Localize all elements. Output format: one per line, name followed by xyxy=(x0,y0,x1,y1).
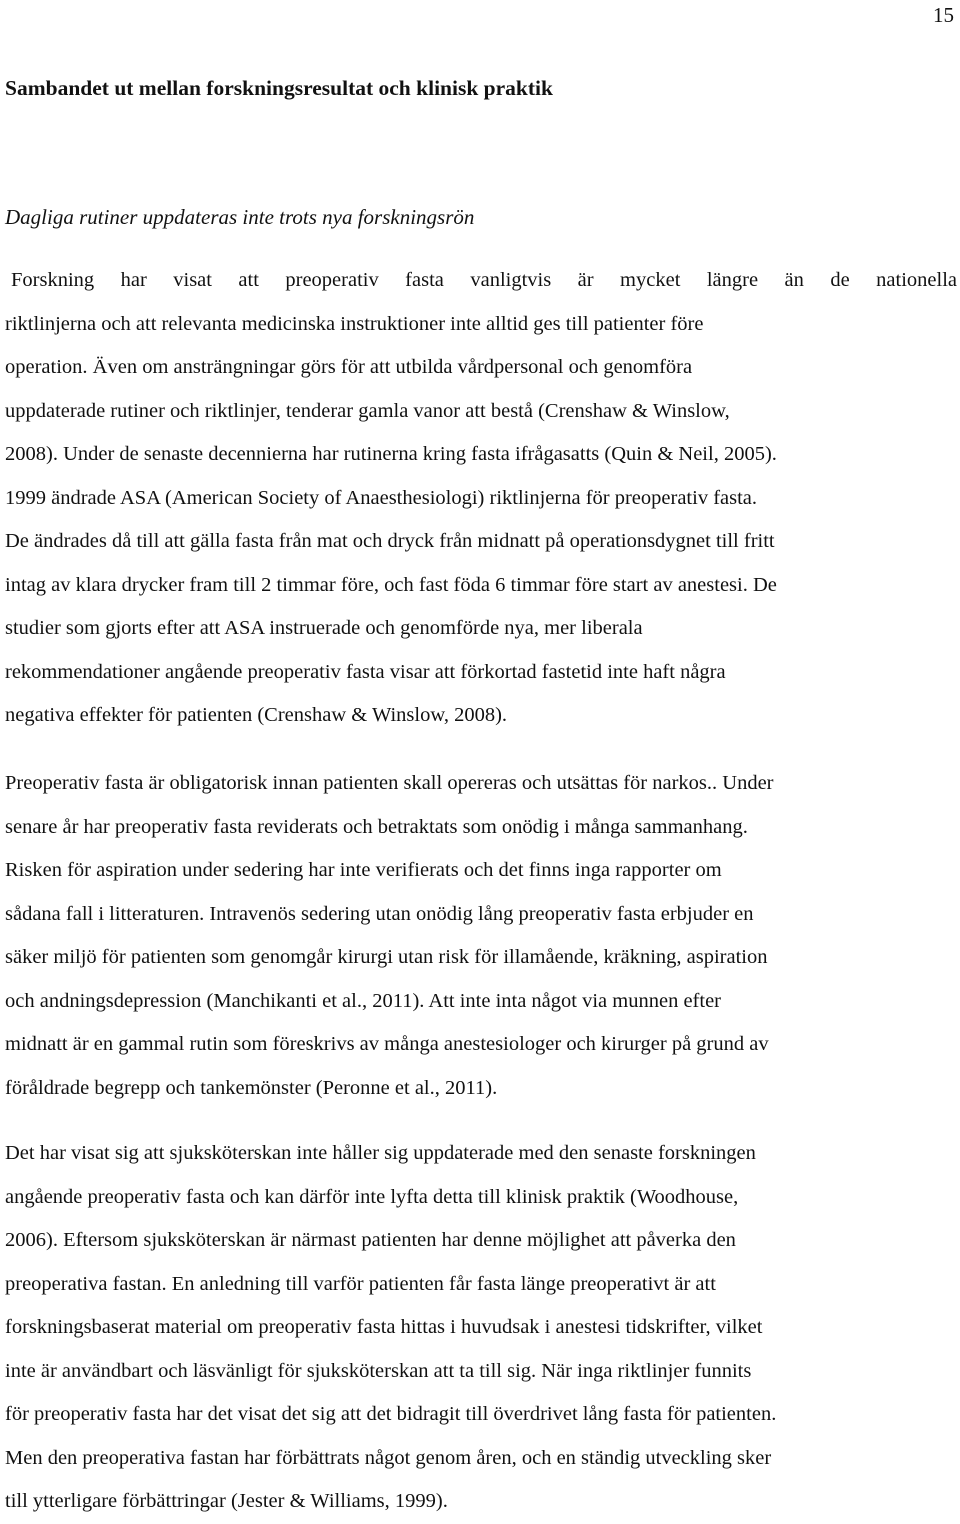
text-line: säker miljö för patienten som genomgår kirurgi utan risk för illamående, kräkning, aspiration xyxy=(5,946,768,968)
text-line: Det har visat sig att sjuksköterskan inte håller sig uppdaterade med den senaste forskningen xyxy=(5,1142,756,1164)
text-line: forskningsbaserat material om preoperativ fasta hittas i huvudsak i anestesi tidskrifter, vilket xyxy=(5,1316,763,1338)
text-line: De ändrades då till att gälla fasta från mat och dryck från midnatt på operationsdygnet till fritt xyxy=(5,530,775,552)
section-heading: Sambandet ut mellan forskningsresultat och klinisk praktik xyxy=(5,76,553,100)
text-line: rekommendationer angående preoperativ fasta visar att förkortad fastetid inte haft några xyxy=(5,660,726,683)
text-line: Risken för aspiration under sedering har inte verifierats och det finns inga rapporter om xyxy=(5,859,722,881)
text-line: 2006). Eftersom sjuksköterskan är närmast patienten har denne möjlighet att påverka den xyxy=(5,1229,736,1251)
text-line: negativa effekter för patienten (Crenshaw & Winslow, 2008). xyxy=(5,704,508,726)
text-line: och andningsdepression (Manchikanti et al., 2011). Att inte inta något via munnen efter xyxy=(5,989,721,1012)
text-line: intag av klara drycker fram till 2 timmar före, och fast föda 6 timmar före start av anestesi. De xyxy=(5,573,777,596)
text-line: uppdaterade rutiner och riktlinjer, tenderar gamla vanor att bestå (Crenshaw & Winslow, xyxy=(5,399,730,422)
text-line: studier som gjorts efter att ASA instruerade och genomförde nya, mer liberala xyxy=(5,617,643,639)
text-line: sådana fall i litteraturen. Intravenös sedering utan onödig lång preoperativ fasta erbjuder en xyxy=(5,902,754,925)
text-line: operation. Även om ansträngningar görs för att utbilda vårdpersonal och genomföra xyxy=(5,356,693,378)
text-line: för preoperativ fasta har det visat det sig att det bidragit till överdrivet lång fasta för patienten. xyxy=(5,1403,777,1425)
text-line: Forskning har visat att preoperativ fasta vanligtvis är mycket längre än de nationella xyxy=(11,269,957,291)
text-line: 2008). Under de senaste decennierna har rutinerna kring fasta ifrågasatts (Quin & Neil, 2005). xyxy=(5,443,777,465)
text-line: Preoperativ fasta är obligatorisk innan patienten skall opereras och utsättas för narkos.. Under xyxy=(5,772,774,794)
text-line: angående preoperativ fasta och kan därför inte lyfta detta till klinisk praktik (Woodhouse, xyxy=(5,1185,739,1208)
text-line: till ytterligare förbättringar (Jester & Williams, 1999). xyxy=(5,1490,448,1512)
paragraph-3 xyxy=(5,1132,957,1524)
text-line: Men den preoperativa fastan har förbättrats något genom åren, och en ständig utveckling sker xyxy=(5,1446,772,1469)
text-line: 1999 ändrade ASA (American Society of Anaesthesiologi) riktlinjerna för preoperativ fasta. xyxy=(5,486,758,509)
paragraph-1 xyxy=(5,259,957,738)
text-line: föråldrade begrepp och tankemönster (Peronne et al., 2011). xyxy=(5,1076,498,1099)
paragraph-2 xyxy=(5,762,957,1110)
text-line: senare år har preoperativ fasta reviderats och betraktats som onödig i många sammanhang. xyxy=(5,815,748,838)
text-line: riktlinjerna och att relevanta medicinska instruktioner inte alltid ges till patienter före xyxy=(5,312,704,335)
text-line: inte är användbart och läsvänligt för sjuksköterskan att ta till sig. När inga riktlinjer funnits xyxy=(5,1359,752,1382)
subsection-heading: Dagliga rutiner uppdateras inte trots nya forskningsrön xyxy=(5,205,475,229)
text-line: preoperativa fastan. En anledning till varför patienten får fasta länge preoperativt är att xyxy=(5,1272,716,1295)
page-number: 15 xyxy=(933,3,954,27)
text-line: midnatt är en gammal rutin som föreskrivs av många anestesiologer och kirurger på grund av xyxy=(5,1033,769,1055)
